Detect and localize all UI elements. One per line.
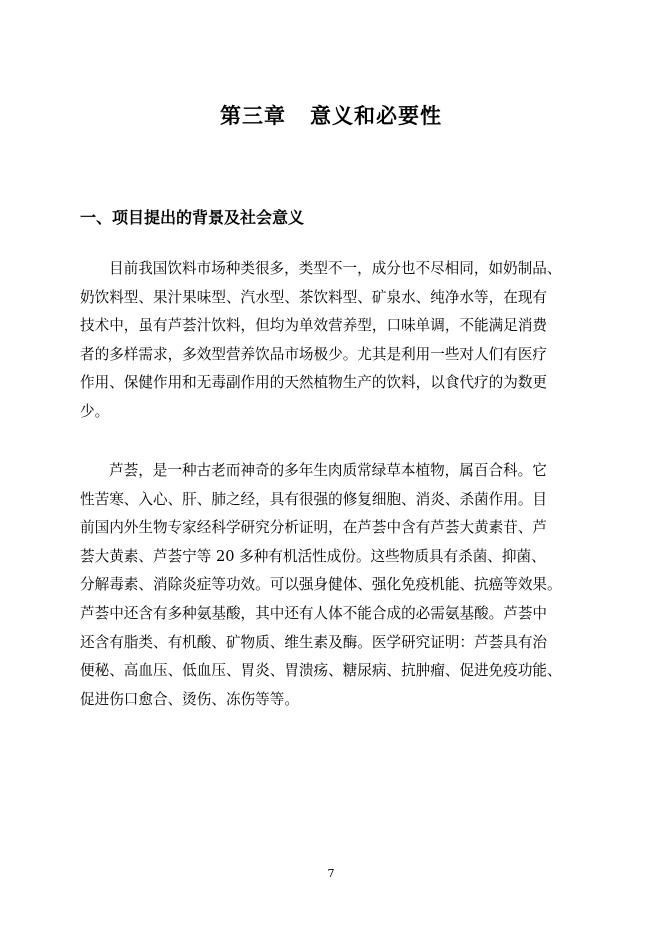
paragraph-background xyxy=(80,255,600,427)
page-number: 7 xyxy=(327,867,335,880)
paragraph-line: 前国内外生物专家经科学研究分析证明，在芦荟中含有芦荟大黄素苷、芦 xyxy=(80,519,548,537)
chapter-number: 第三章 xyxy=(220,103,286,128)
paragraph-line: 作用、保健作用和无毒副作用的天然植物生产的饮料，以食代疗的为数更 xyxy=(80,374,548,392)
chapter-title xyxy=(0,100,662,132)
paragraph-line: 还含有脂类、有机酸、矿物质、维生素及酶。医学研究证明：芦荟具有治 xyxy=(80,633,548,651)
paragraph-aloe xyxy=(80,457,600,714)
paragraph-line: 芦荟中还含有多种氨基酸，其中还有人体不能合成的必需氨基酸。芦荟中 xyxy=(80,604,548,622)
paragraph-line: 目前我国饮料市场种类很多，类型不一，成分也不尽相同，如奶制品、 xyxy=(109,260,562,277)
chapter-name: 意义和必要性 xyxy=(310,103,442,128)
paragraph-line: 技术中，虽有芦荟汁饮料，但均为单效营养型，口味单调，不能满足消费 xyxy=(80,317,548,335)
paragraph-line: 性苦寒、入心、肝、肺之经，具有很强的修复细胞、消炎、杀菌作用。目 xyxy=(80,490,548,508)
paragraph-line: 荟大黄素、芦荟宁等 20 多种有机活性成份。这些物质具有杀菌、抑菌、 xyxy=(80,547,546,565)
paragraph-line: 便秘、高血压、低血压、胃炎、胃溃疡、糖尿病、抗肿瘤、促进免疫功能、 xyxy=(80,662,562,680)
paragraph-line: 少。 xyxy=(80,402,110,420)
section-heading: 一、项目提出的背景及社会意义 xyxy=(80,208,305,227)
paragraph-line: 者的多样需求，多效型营养饮品市场极少。尤其是利用一些对人们有医疗 xyxy=(80,345,548,363)
paragraph-line: 促进伤口愈合、烫伤、冻伤等等。 xyxy=(80,690,299,708)
paragraph-line: 分解毒素、消除炎症等功效。可以强身健体、强化免疫机能、抗癌等效果。 xyxy=(80,576,562,594)
paragraph-line: 芦荟，是一种古老而神奇的多年生肉质常绿草本植物，属百合科。它 xyxy=(109,462,547,479)
paragraph-line: 奶饮料型、果汁果味型、汽水型、茶饮料型、矿泉水、纯净水等，在现有 xyxy=(80,288,548,306)
